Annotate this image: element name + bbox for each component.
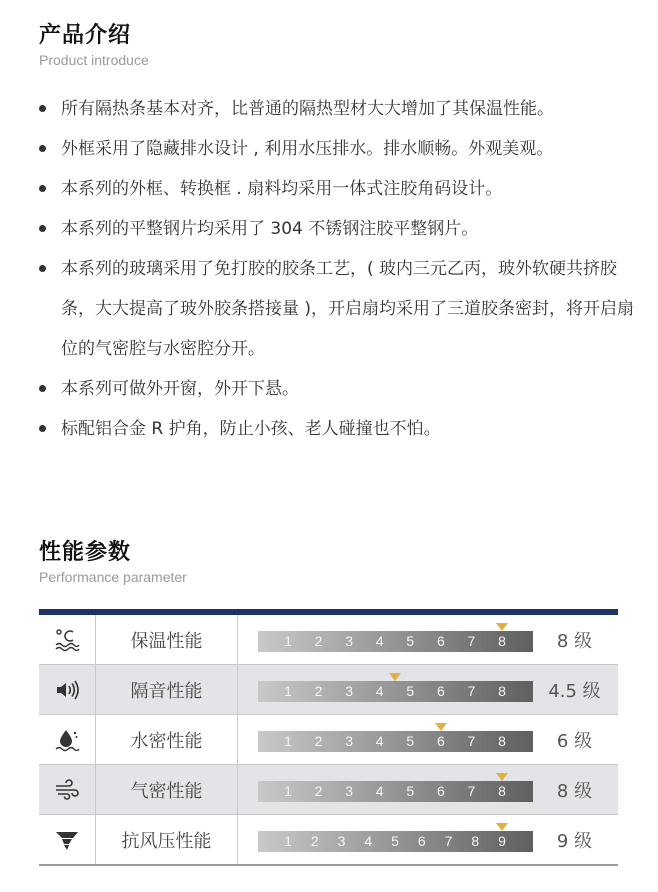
grade-value: 4.5 级: [548, 680, 601, 702]
scale-tick: 6: [436, 683, 445, 699]
level-marker-icon: [435, 723, 447, 731]
feature-text: 标配铝合金 R 护角，防止小孩、老人碰撞也不怕。: [61, 419, 441, 439]
level-bar: [258, 731, 533, 752]
scale-tick: 8: [471, 833, 480, 849]
scale-tick: 2: [314, 733, 323, 749]
scale-tick: 6: [436, 783, 445, 799]
level-bar: [258, 681, 533, 702]
table-row: [39, 815, 618, 866]
feature-text: 本系列的外框、转换框 . 扇料均采用一体式注胶角码设计。: [61, 179, 503, 199]
scale-tick: 7: [444, 833, 453, 849]
grade-value: 8 级: [556, 630, 593, 652]
feature-item: [39, 249, 649, 369]
scale-tick: 4: [375, 633, 384, 649]
level-marker-icon: [496, 623, 508, 631]
level-bar: [258, 631, 533, 652]
feature-text: 所有隔热条基本对齐，比普通的隔热型材大大增加了其保温性能。: [61, 99, 554, 119]
level-marker-icon: [389, 673, 401, 681]
scale-tick: 6: [436, 733, 445, 749]
scale-tick: 8: [498, 733, 506, 749]
feature-item: [39, 169, 649, 209]
scale-tick: 5: [391, 833, 399, 849]
feature-item: [39, 209, 649, 249]
scale-tick: 4: [364, 833, 373, 849]
scale-tick: 5: [406, 683, 415, 699]
feature-text: 本系列可做外开窗，外开下悬。: [61, 379, 299, 399]
table-row: [39, 615, 618, 665]
table-row: [39, 765, 618, 815]
scale-tick: 1: [284, 683, 292, 699]
scale-tick: 2: [314, 783, 323, 799]
wind-icon: [54, 777, 80, 803]
table-row: [39, 715, 618, 765]
scale-tick: 4: [375, 783, 384, 799]
level-bar: [258, 831, 533, 852]
scale-tick: 3: [345, 783, 354, 799]
scale-tick: 9: [498, 833, 506, 849]
feature-text: 本系列的平整钢片均采用了 304 不锈钢注胶平整钢片。: [61, 219, 479, 239]
performance-title: 性能参数: [39, 540, 132, 565]
scale-tick: 8: [498, 783, 506, 799]
bullet-icon: [39, 265, 46, 272]
performance-subtitle: Performance parameter: [39, 569, 187, 585]
scale-tick: 2: [314, 683, 323, 699]
performance-table: [39, 609, 618, 866]
product-intro-title: 产品介绍: [39, 23, 132, 48]
grade-value: 8 级: [556, 780, 593, 802]
row-label: 气密性能: [96, 765, 238, 814]
scale-tick: 8: [498, 633, 506, 649]
product-intro-subtitle: Product introduce: [39, 52, 149, 68]
level-marker-icon: [496, 773, 508, 781]
scale-tick: 2: [314, 633, 323, 649]
scale-tick: 4: [375, 683, 384, 699]
scale-tick: 7: [467, 683, 476, 699]
scale-tick: 7: [467, 733, 476, 749]
row-label: 抗风压性能: [96, 815, 238, 864]
scale-tick: 3: [345, 683, 354, 699]
feature-text: 外框采用了隐藏排水设计 , 利用水压排水。排水顺畅。外观美观。: [61, 139, 554, 159]
scale-tick: 1: [284, 833, 292, 849]
bullet-icon: [39, 145, 46, 152]
level-marker-icon: [496, 823, 508, 831]
feature-item: [39, 129, 649, 169]
scale-tick: 3: [337, 833, 346, 849]
scale-tick: 1: [284, 733, 292, 749]
scale-tick: 6: [417, 833, 426, 849]
scale-tick: 2: [310, 833, 319, 849]
row-label: 水密性能: [96, 715, 238, 764]
bullet-icon: [39, 185, 46, 192]
scale-tick: 7: [467, 633, 476, 649]
scale-tick: 3: [345, 733, 354, 749]
scale-tick: 8: [498, 683, 506, 699]
level-bar: [258, 781, 533, 802]
feature-item: [39, 409, 649, 449]
bullet-icon: [39, 425, 46, 432]
scale-tick: 5: [406, 633, 415, 649]
row-label: 隔音性能: [96, 665, 238, 714]
grade-value: 9 级: [556, 830, 593, 852]
scale-tick: 5: [406, 733, 415, 749]
bullet-icon: [39, 105, 46, 112]
scale-tick: 7: [467, 783, 476, 799]
scale-tick: 1: [284, 783, 292, 799]
feature-text: 本系列的玻璃采用了免打胶的胶条工艺，( 玻内三元乙丙，玻外软硬共挤胶条，大大提高了玻外胶条搭接量 )，开启扇均采用了三道胶条密封，将开启扇位的气密腔与水密腔分开。: [61, 259, 635, 359]
speaker-sound-icon: [54, 677, 80, 703]
scale-tick: 6: [436, 633, 445, 649]
grade-value: 6 级: [556, 730, 593, 752]
scale-tick: 4: [375, 733, 384, 749]
scale-tick: 5: [406, 783, 415, 799]
bullet-icon: [39, 225, 46, 232]
feature-list: [39, 89, 649, 449]
thermometer-wave-icon: [54, 627, 80, 653]
bullet-icon: [39, 385, 46, 392]
feature-item: [39, 369, 649, 409]
feature-item: [39, 89, 649, 129]
table-row: [39, 665, 618, 715]
water-drop-icon: [54, 727, 80, 753]
tornado-icon: [54, 827, 80, 853]
scale-tick: 3: [345, 633, 354, 649]
row-label: 保温性能: [96, 615, 238, 664]
scale-tick: 1: [284, 633, 292, 649]
